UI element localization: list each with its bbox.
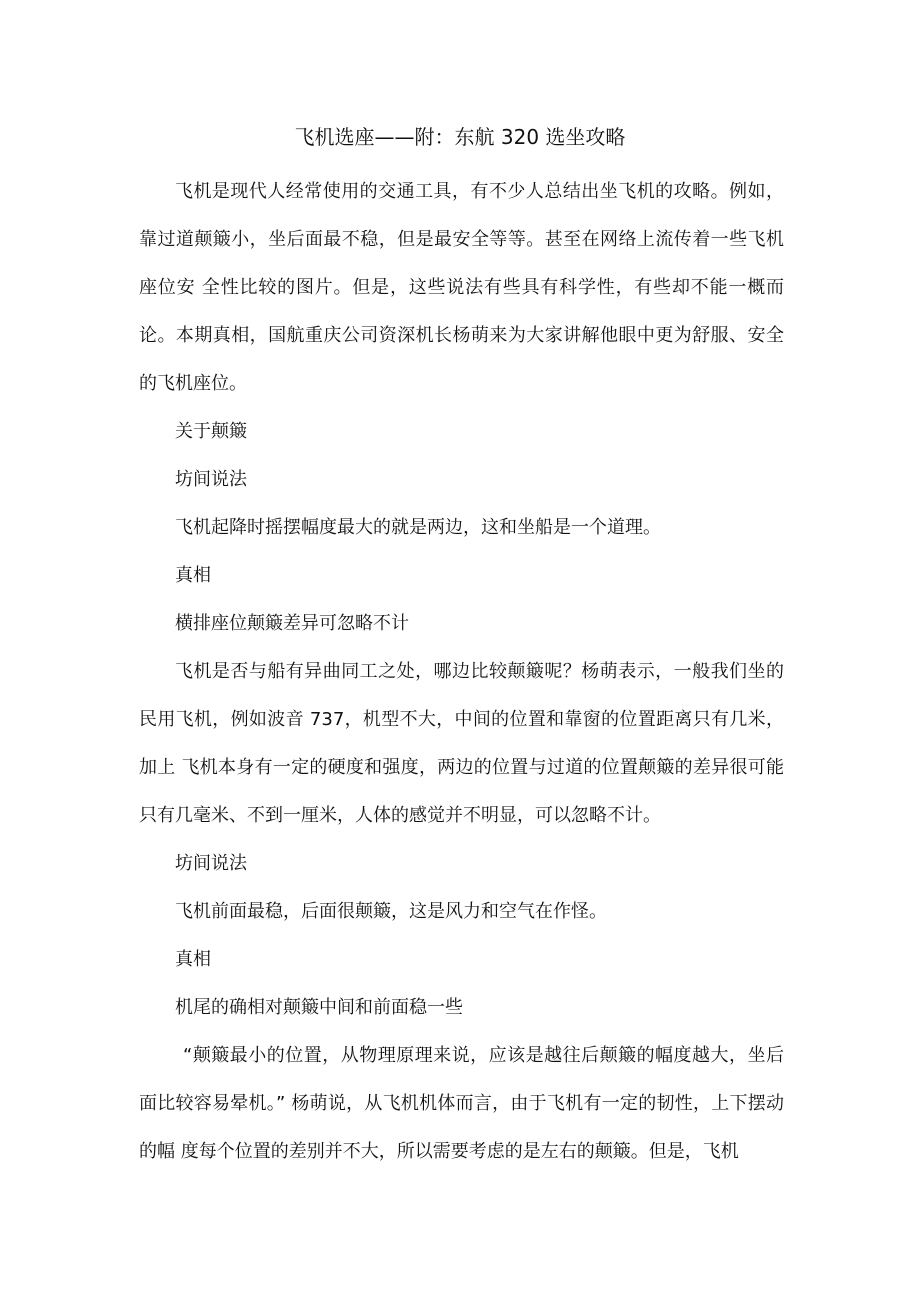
myth-text: 飞机前面最稳，后面很颠簸，这是风力和空气在作怪。 <box>175 901 607 922</box>
myth-label: 坊间说法 <box>175 469 247 490</box>
truth-heading: 机尾的确相对颠簸中间和前面稳一些 <box>175 997 463 1018</box>
truth-label: 真相 <box>175 565 211 586</box>
truth-heading: 横排座位颠簸差异可忽略不计 <box>175 613 409 634</box>
intro-paragraph: 飞机是现代人经常使用的交通工具，有不少人总结出坐飞机的攻略。例如，靠过道颠簸小，坐后面最不稳，但是最安全等等。甚至在网络上流传着一些飞机座位安 全性比较的图片。但是，这些说法有些具有科学性，有些却不能一概而论。本期真相，国航重庆公司资深机长杨萌来为大家讲解他眼中更为舒服、安全的飞机座位。 <box>139 181 784 394</box>
document-title: 飞机选座——附：东航 320 选坐攻略 <box>294 125 626 149</box>
myth-label: 坊间说法 <box>175 853 247 874</box>
section-heading: 关于颠簸 <box>175 421 247 442</box>
body-paragraph: 飞机是否与船有异曲同工之处，哪边比较颠簸呢？杨萌表示，一般我们坐的民用飞机，例如波音 737，机型不大，中间的位置和靠窗的位置距离只有几米，加上 飞机本身有一定的硬度和强度，两边的位置与过道的位置颠簸的差异很可能只有几毫米、不到一厘米，人体的感觉并不明显，可以忽略不计。 <box>139 661 784 826</box>
myth-text: 飞机起降时摇摆幅度最大的就是两边，这和坐船是一个道理。 <box>175 517 661 538</box>
truth-label: 真相 <box>175 949 211 970</box>
document-body <box>139 168 784 1176</box>
quote-paragraph: “颠簸最小的位置，从物理原理来说，应该是越往后颠簸的幅度越大，坐后面比较容易晕机。” 杨萌说，从飞机机体而言，由于飞机有一定的韧性，上下摆动的幅 度每个位置的差别并不大，所以需要考虑的是左右的颠簸。但是，飞机 <box>139 1045 784 1162</box>
